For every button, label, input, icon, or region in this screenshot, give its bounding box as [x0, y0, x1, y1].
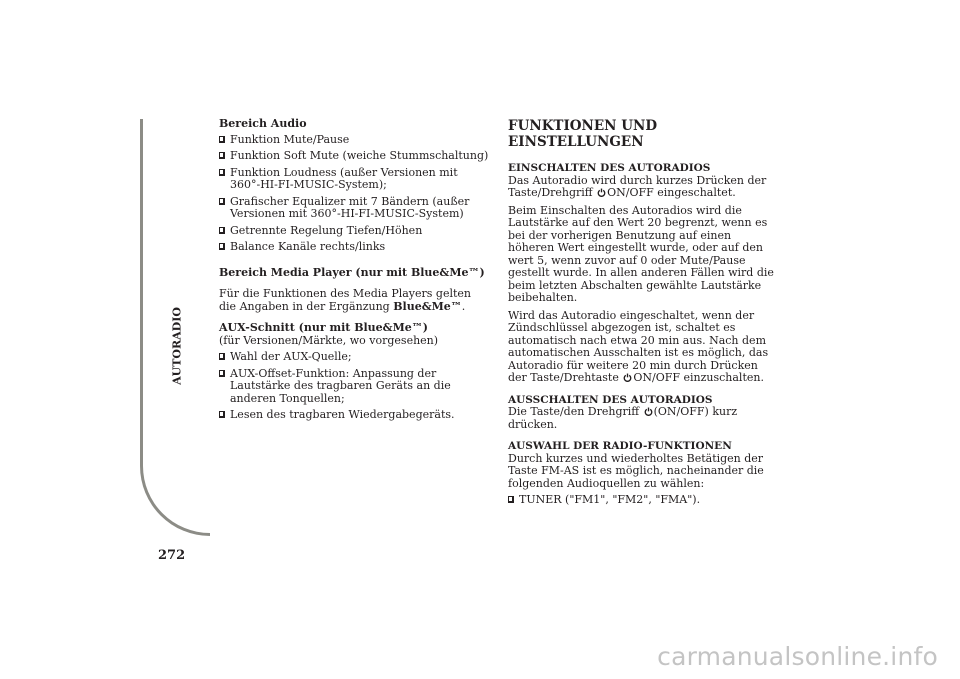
list-item: Lesen des tragbaren Wiedergabegeräts.	[219, 409, 491, 422]
list-item: Funktion Mute/Pause	[219, 134, 491, 147]
radio-functions-heading: AUSWAHL DER RADIO-FUNKTIONEN	[508, 440, 732, 452]
power-on-heading: EINSCHALTEN DES AUTORADIOS	[508, 162, 711, 174]
list-item: TUNER ("FM1", "FM2", "FMA").	[508, 494, 778, 507]
list-item: AUX-Offset-Funktion: Anpassung der Lautstärke des tragbaren Geräts an die anderen Tonquellen;	[219, 368, 491, 406]
radio-functions-text: Durch kurzes und wiederholtes Betätigen der Taste FM-AS ist es möglich, nacheinander die folgenden Audioquellen zu wählen:	[508, 451, 764, 490]
checkbox-bullet-icon	[219, 353, 225, 360]
list-item: Wahl der AUX-Quelle;	[219, 351, 491, 364]
chapter-label: AUTORADIO	[170, 307, 184, 385]
list-item: Funktion Loudness (außer Versionen mit 360°-HI-FI-MUSIC-System);	[219, 167, 491, 192]
list-item: Grafischer Equalizer mit 7 Bändern (außer Versionen mit 360°-HI-FI-MUSIC-System)	[219, 196, 491, 221]
power-on-text-3: Wird das Autoradio eingeschaltet, wenn der Zündschlüssel abgezogen ist, schaltet es automatisch nach etwa 20 min aus. Nach dem automatischen Ausschalten ist es möglich, das Autoradio für weitere 20 min durch Drücken der Taste/Drehtaste ON/OFF einzuschalten.	[508, 308, 769, 384]
power-on-text: Das Autoradio wird durch kurzes Drücken der Taste/Drehgriff ON/OFF eingeschaltet.	[508, 173, 767, 199]
checkbox-bullet-icon	[508, 496, 514, 503]
right-column	[508, 118, 778, 511]
aux-heading: AUX-Schnitt (nur mit Blue&Me™)	[219, 321, 428, 334]
list-item: Funktion Soft Mute (weiche Stummschaltung)	[219, 150, 491, 163]
checkbox-bullet-icon	[219, 198, 225, 205]
aux-note: (für Versionen/Märkte, wo vorgesehen)	[219, 333, 439, 347]
checkbox-bullet-icon	[219, 136, 225, 143]
power-on-text-2: Beim Einschalten des Autoradios wird die Lautstärke auf den Wert 20 begrenzt, wenn es bei der vorherigen Benutzung auf einen höheren Wert eingestellt wurde, oder auf den wert 5, wenn zuvor auf 0 oder Mute/Pause gestellt wurde. In allen anderen Fällen wird die beim letzten Abschalten gewählte Lautstärke beibehalten.	[508, 203, 774, 304]
list-item: Getrennte Regelung Tiefen/Höhen	[219, 225, 491, 238]
page-number: 272	[158, 548, 186, 563]
media-heading: Bereich Media Player (nur mit Blue&Me™)	[219, 265, 485, 279]
power-off-heading: AUSSCHALTEN DES AUTORADIOS	[508, 393, 713, 406]
power-icon	[623, 373, 632, 382]
watermark: carmanualsonline.info	[657, 642, 938, 671]
power-off-text: Die Taste/den Drehgriff (ON/OFF) kurz drücken.	[508, 405, 738, 431]
checkbox-bullet-icon	[219, 169, 225, 176]
checkbox-bullet-icon	[219, 411, 225, 418]
power-icon	[597, 188, 606, 197]
audio-heading: Bereich Audio	[219, 117, 307, 130]
checkbox-bullet-icon	[219, 243, 225, 250]
list-item: Balance Kanäle rechts/links	[219, 241, 491, 254]
left-column	[219, 118, 491, 426]
media-text: Für die Funktionen des Media Players gelten die Angaben in der Ergänzung Blue&Me™.	[219, 287, 472, 313]
checkbox-bullet-icon	[219, 370, 225, 377]
power-icon	[644, 407, 653, 416]
checkbox-bullet-icon	[219, 227, 225, 234]
section-title: FUNKTIONEN UND EINSTELLUNGEN	[508, 118, 658, 150]
checkbox-bullet-icon	[219, 152, 225, 159]
